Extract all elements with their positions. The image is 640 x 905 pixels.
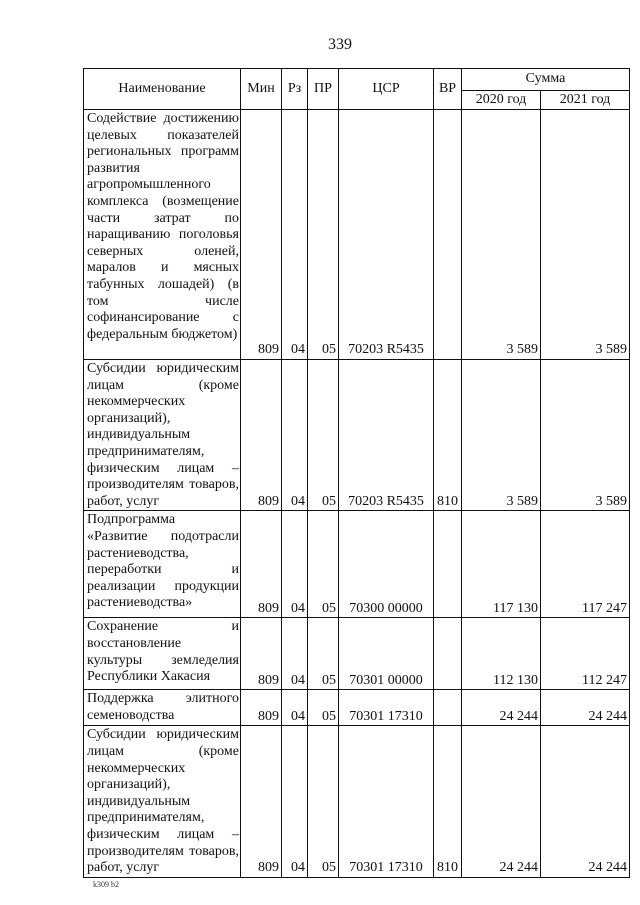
row-name: Подпрограмма «Развитие подотрасли растениеводства, переработки и реализации продукции растениеводства»: [84, 511, 241, 618]
row-min: 809: [241, 618, 282, 690]
row-rz: 04: [282, 726, 308, 877]
row-rz: 04: [282, 511, 308, 618]
row-csr: 70300 00000: [339, 511, 434, 618]
row-vr: [434, 690, 462, 726]
header-pr: ПР: [308, 69, 339, 110]
row-sum-2021: 3 589: [541, 110, 630, 360]
row-min: 809: [241, 690, 282, 726]
row-rz: 04: [282, 618, 308, 690]
row-name: Субсидии юридическим лицам (кроме некоммерческих организаций), индивидуальным предпринимателям, физическим лицам – производителям товаров, работ, услуг: [84, 360, 241, 511]
row-sum-2021: 117 247: [541, 511, 630, 618]
row-csr: 70301 17310: [339, 690, 434, 726]
budget-table: [83, 68, 630, 878]
table-row: [84, 690, 630, 726]
row-pr: 05: [308, 726, 339, 877]
row-sum-2020: 3 589: [462, 110, 541, 360]
table-row: [84, 110, 630, 360]
header-min: Мин: [241, 69, 282, 110]
table-row: [84, 511, 630, 618]
header-name: Наименование: [84, 69, 241, 110]
row-pr: 05: [308, 618, 339, 690]
row-sum-2020: 3 589: [462, 360, 541, 511]
row-name: Содействие достижению целевых показателей региональных программ развития агропромышленного комплекса (возмещение части затрат по наращиванию поголовья северных оленей, маралов и мясных табунных лошадей) (в том числе софинансирование с федеральным бюджетом): [84, 110, 241, 360]
row-rz: 04: [282, 690, 308, 726]
row-vr: [434, 511, 462, 618]
table-row: [84, 618, 630, 690]
row-name: Поддержка элитного семеноводства: [84, 690, 241, 726]
page-number: 339: [328, 36, 352, 53]
row-pr: 05: [308, 360, 339, 511]
row-csr: 70203 R5435: [339, 110, 434, 360]
header-csr: ЦСР: [339, 69, 434, 110]
row-rz: 04: [282, 360, 308, 511]
header-year-2020: 2020 год: [462, 91, 541, 110]
row-vr: 810: [434, 726, 462, 877]
row-vr: [434, 618, 462, 690]
footer-code: k309 b2: [93, 880, 119, 889]
row-sum-2020: 117 130: [462, 511, 541, 618]
row-name: Субсидии юридическим лицам (кроме некоммерческих организаций), индивидуальным предпринимателям, физическим лицам – производителям товаров, работ, услуг: [84, 726, 241, 877]
row-sum-2020: 112 130: [462, 618, 541, 690]
row-sum-2020: 24 244: [462, 690, 541, 726]
row-min: 809: [241, 726, 282, 877]
row-rz: 04: [282, 110, 308, 360]
row-name: Сохранение и восстановление культуры земледелия Республики Хакасия: [84, 618, 241, 690]
row-sum-2021: 24 244: [541, 690, 630, 726]
row-pr: 05: [308, 110, 339, 360]
row-min: 809: [241, 360, 282, 511]
row-csr: 70203 R5435: [339, 360, 434, 511]
row-vr: [434, 110, 462, 360]
row-sum-2020: 24 244: [462, 726, 541, 877]
row-csr: 70301 17310: [339, 726, 434, 877]
row-sum-2021: 112 247: [541, 618, 630, 690]
row-pr: 05: [308, 690, 339, 726]
table-row: [84, 726, 630, 877]
row-csr: 70301 00000: [339, 618, 434, 690]
header-year-2021: 2021 год: [541, 91, 630, 110]
row-min: 809: [241, 511, 282, 618]
header-vr: ВР: [434, 69, 462, 110]
table-row: [84, 360, 630, 511]
row-vr: 810: [434, 360, 462, 511]
row-min: 809: [241, 110, 282, 360]
row-sum-2021: 3 589: [541, 360, 630, 511]
header-sum: Сумма: [462, 69, 630, 91]
header-rz: Рз: [282, 69, 308, 110]
row-pr: 05: [308, 511, 339, 618]
row-sum-2021: 24 244: [541, 726, 630, 877]
